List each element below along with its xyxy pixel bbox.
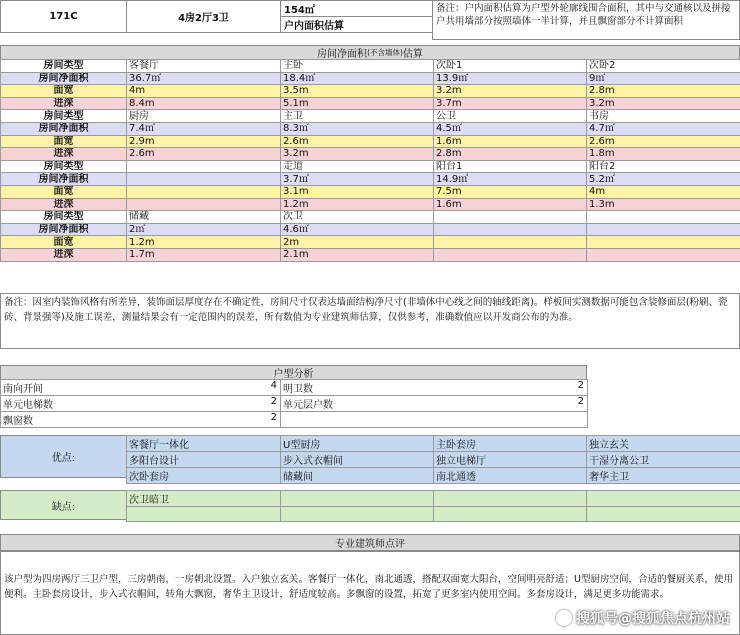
room-row-label: 进深 [1, 248, 127, 261]
analysis-title [0, 365, 587, 380]
pros-item: 客餐厅一体化 [127, 436, 281, 452]
room-row-label: 房间净面积 [1, 72, 127, 85]
room-cell-name: 储藏 [127, 211, 281, 224]
analysis-key: 单元层户数 [283, 400, 333, 411]
unit-area-cell [280, 0, 433, 17]
room-row-label: 面宽 [1, 236, 127, 249]
room-note [0, 293, 740, 349]
analysis-value: 2 [270, 396, 277, 407]
unit-layout-cell [126, 0, 281, 33]
room-cell-name [127, 160, 281, 173]
room-cell-area: 7.4㎡ [127, 122, 281, 135]
room-row-area [1, 223, 740, 236]
room-cell-name: 阳台2 [587, 160, 740, 173]
room-cell-width: 2.6m [587, 135, 740, 148]
watermark [556, 608, 730, 628]
room-cell-width: 4m [587, 185, 740, 198]
room-cell-name: 走道 [281, 160, 434, 173]
analysis-title-text: 户型分析 [273, 369, 314, 380]
pros-item: 主卧套房 [434, 436, 587, 452]
pros-row [127, 436, 740, 452]
unit-code-cell [0, 0, 127, 33]
room-row-label: 房间类型 [1, 160, 127, 173]
room-cell-depth: 5.1m [281, 97, 434, 110]
room-row-label: 面宽 [1, 85, 127, 98]
pros-table [126, 435, 740, 484]
room-cell-width: 4m [127, 85, 281, 98]
review-title [0, 534, 740, 551]
room-cell-width: 2m [281, 236, 434, 249]
room-row-depth [1, 97, 740, 110]
pros-item: U型厨房 [281, 436, 434, 452]
room-cell-depth: 1.7m [127, 248, 281, 261]
room-cell-width: 1.6m [434, 135, 587, 148]
room-row-width [1, 85, 740, 98]
room-title-suffix: 估算 [402, 49, 423, 60]
analysis-cell [1, 412, 281, 428]
analysis-cell [281, 412, 588, 428]
pros-item: 步入式衣帽间 [281, 452, 434, 468]
room-title-small: (不含墙体) [367, 48, 403, 57]
room-row-label: 房间类型 [1, 211, 127, 224]
room-cell-depth: 1.6m [434, 198, 587, 211]
room-cell-name: 阳台1 [434, 160, 587, 173]
analysis-key: 单元电梯数 [3, 400, 53, 411]
room-cell-area: 36.7㎡ [127, 72, 281, 85]
room-row-label: 进深 [1, 148, 127, 161]
cons-item [434, 507, 587, 522]
cons-item [587, 507, 740, 522]
review-body-text: 该户型为四房两厅三卫户型，三房朝南，一房朝北设置。入户独立玄关。客餐厅一体化，南北通透，搭配双面宽大阳台，空间明亮舒适；U型厨房空间，合适的餐厨关系，使用便利。主卧套房设计，步入式衣帽间，转角大飘窗，奢华主卫设计，舒适度较高。多飘窗的设置，拓宽了更多室内使用空间。多套房设计，满足更多功能需求。 [4, 574, 733, 600]
room-row-depth [1, 248, 740, 261]
room-row-name [1, 211, 740, 224]
room-cell-depth: 1.8m [587, 148, 740, 161]
analysis-cell [281, 396, 588, 412]
analysis-cell [1, 396, 281, 412]
room-row-area [1, 173, 740, 186]
cons-item [434, 491, 587, 507]
room-cell-depth: 1.2m [281, 198, 434, 211]
room-cell-area [434, 223, 587, 236]
unit-area-label-cell [280, 16, 433, 33]
room-row-label: 房间净面积 [1, 223, 127, 236]
room-cell-width [434, 236, 587, 249]
room-section-title [0, 45, 740, 60]
analysis-row [1, 396, 588, 412]
room-row-label: 房间净面积 [1, 122, 127, 135]
pros-item: 多阳台设计 [127, 452, 281, 468]
cons-row [127, 491, 740, 507]
area-note [432, 0, 740, 40]
pros-item: 独立玄关 [587, 436, 740, 452]
pros-item: 南北通透 [434, 468, 587, 484]
room-row-label: 面宽 [1, 135, 127, 148]
room-cell-area: 4.5㎡ [434, 122, 587, 135]
pros-item: 储藏间 [281, 468, 434, 484]
room-cell-name: 次卧2 [587, 60, 740, 73]
room-cell-depth: 3.7m [434, 97, 587, 110]
cons-item [127, 507, 281, 522]
room-cell-name: 厨房 [127, 110, 281, 123]
room-cell-width: 3.5m [281, 85, 434, 98]
room-row-label: 面宽 [1, 185, 127, 198]
cons-label-text: 缺点: [51, 501, 76, 513]
room-cell-area: 14.9㎡ [434, 173, 587, 186]
analysis-key: 飘窗数 [3, 416, 33, 427]
room-cell-name: 主卫 [281, 110, 434, 123]
room-row-area [1, 122, 740, 135]
room-cell-area: 2㎡ [127, 223, 281, 236]
room-cell-name [434, 211, 587, 224]
room-cell-depth: 3.2m [587, 97, 740, 110]
pros-label [0, 435, 127, 478]
room-cell-depth: 2.6m [127, 148, 281, 161]
room-cell-depth [127, 198, 281, 211]
room-cell-name: 书房 [587, 110, 740, 123]
watermark-text: 搜狐号@搜狐焦点杭州站 [576, 611, 730, 627]
room-cell-area: 3.7㎡ [281, 173, 434, 186]
unit-area-label: 户内面积估算 [284, 21, 344, 32]
room-cell-name: 主卧 [281, 60, 434, 73]
room-cell-name: 客餐厅 [127, 60, 281, 73]
pros-item: 干湿分离公卫 [587, 452, 740, 468]
room-cell-depth [434, 248, 587, 261]
cons-row [127, 507, 740, 522]
room-cell-width: 3.1m [281, 185, 434, 198]
room-row-width [1, 185, 740, 198]
room-row-depth [1, 148, 740, 161]
room-cell-area: 4.6㎡ [281, 223, 434, 236]
room-cell-area [587, 223, 740, 236]
room-row-label: 进深 [1, 198, 127, 211]
analysis-value: 4 [270, 380, 277, 391]
analysis-cell [1, 380, 281, 396]
room-cell-name: 公卫 [434, 110, 587, 123]
analysis-row [1, 412, 588, 428]
room-cell-name: 次卫 [281, 211, 434, 224]
room-cell-width: 3.2m [434, 85, 587, 98]
room-row-area [1, 72, 740, 85]
analysis-cell [281, 380, 588, 396]
room-row-label: 房间类型 [1, 110, 127, 123]
cons-label [0, 490, 127, 520]
room-cell-width: 2.8m [587, 85, 740, 98]
analysis-value: 2 [577, 396, 584, 407]
room-row-width [1, 135, 740, 148]
area-note-text: 备注：户内面积估算为户型外轮廓线围合面积，其中与交通核以及拼接户共用墙部分按照墙体一半计算，并且飘窗部分不计算面积 [436, 3, 731, 27]
pros-row [127, 452, 740, 468]
room-note-text: 备注：因室内装饰风格有所差异，装饰面层厚度存在不确定性，房间尺寸仅表达墙面结构净尺寸(非墙体中心线之间的轴线距离)。样板间实测数据可能包含装修面层(粉刷、瓷砖、背景强等)及施工误差，测量结果会有一定范围内的误差，所有数值为专业建筑师估算，仅供参考，准确数值应以开发商公布的为准。 [4, 297, 728, 323]
room-cell-width [587, 236, 740, 249]
room-cell-depth: 1.3m [587, 198, 740, 211]
unit-code: 171C [49, 11, 78, 22]
pros-row [127, 468, 740, 484]
room-title-main: 房间净面积 [317, 49, 368, 60]
room-cell-area: 18.4㎡ [281, 72, 434, 85]
room-cell-area [127, 173, 281, 186]
analysis-key: 南向开间 [3, 384, 43, 395]
room-cell-width: 7.5m [434, 185, 587, 198]
room-row-name [1, 110, 740, 123]
room-table [0, 59, 740, 262]
pros-label-text: 优点: [51, 453, 76, 464]
room-cell-area: 9㎡ [587, 72, 740, 85]
room-cell-depth [587, 248, 740, 261]
room-cell-name: 次卧1 [434, 60, 587, 73]
room-cell-area: 13.9㎡ [434, 72, 587, 85]
room-cell-depth: 3.2m [281, 148, 434, 161]
room-cell-width: 2.9m [127, 135, 281, 148]
room-cell-depth: 8.4m [127, 97, 281, 110]
pros-item: 次卧套房 [127, 468, 281, 484]
room-row-width [1, 236, 740, 249]
room-cell-area: 5.2㎡ [587, 173, 740, 186]
room-row-name [1, 160, 740, 173]
room-row-name [1, 60, 740, 73]
review-title-text: 专业建筑师点评 [335, 539, 405, 550]
analysis-value: 2 [577, 380, 584, 391]
room-row-depth [1, 198, 740, 211]
pros-item: 奢华主卫 [587, 468, 740, 484]
room-cell-area: 8.3㎡ [281, 122, 434, 135]
room-cell-name [587, 211, 740, 224]
cons-table [126, 490, 740, 522]
pros-item: 独立电梯厅 [434, 452, 587, 468]
room-row-label: 房间类型 [1, 60, 127, 73]
cons-item [587, 491, 740, 507]
room-cell-width: 2.6m [281, 135, 434, 148]
analysis-row [1, 380, 588, 396]
room-row-label: 进深 [1, 97, 127, 110]
room-cell-width [127, 185, 281, 198]
room-cell-depth: 2.1m [281, 248, 434, 261]
room-cell-area: 4.7㎡ [587, 122, 740, 135]
analysis-key: 明卫数 [283, 384, 313, 395]
unit-area: 154㎡ [284, 5, 315, 16]
room-row-label: 房间净面积 [1, 173, 127, 186]
sohu-logo-icon [556, 610, 572, 626]
room-cell-width: 1.2m [127, 236, 281, 249]
cons-item [281, 491, 434, 507]
analysis-table [0, 379, 588, 428]
unit-layout: 4房2厅3卫 [178, 13, 229, 24]
cons-item: 次卫暗卫 [127, 491, 281, 507]
room-cell-depth: 2.8m [434, 148, 587, 161]
cons-item [281, 507, 434, 522]
analysis-value: 2 [270, 412, 277, 423]
